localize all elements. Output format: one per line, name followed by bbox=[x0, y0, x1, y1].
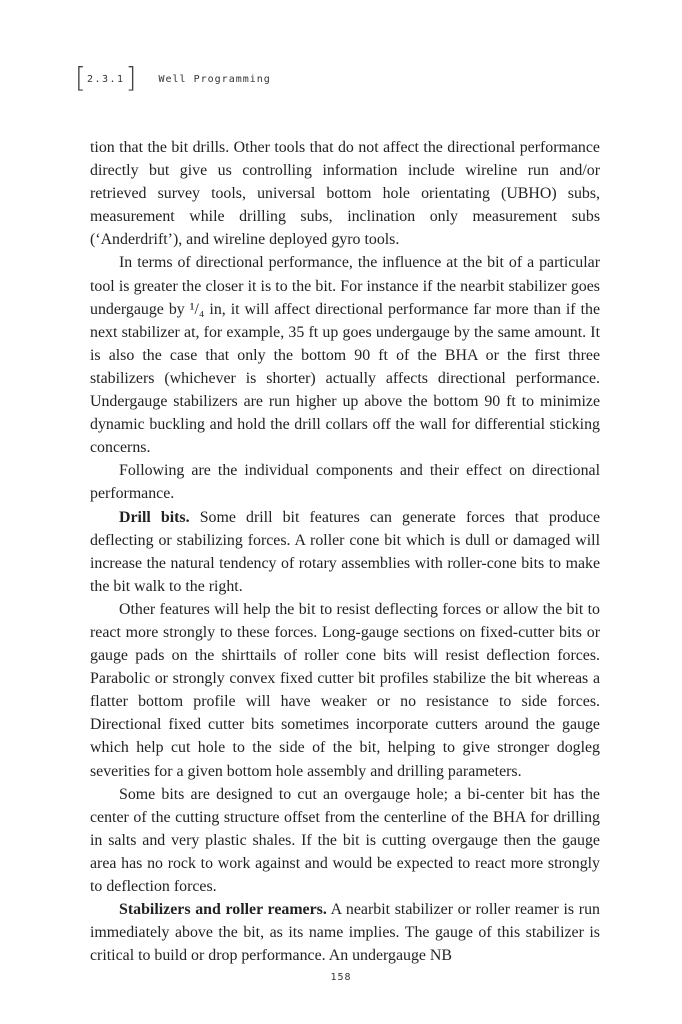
runin-heading-drill-bits: Drill bits. bbox=[119, 508, 190, 526]
paragraph-text: Some drill bit features can generate forces that produce deflecting or stabilizing forces. A roller cone bit which is dull or damaged will increase the natural tendency of rotary assemblies with roller-cone bits to make the bit walk to the right. bbox=[90, 508, 600, 595]
paragraph-text: tion that the bit drills. Other tools that do not affect the directional performance directly but give us controlling information include wireline run and/or retrieved survey tools, universal bottom hole orientating (UBHO) subs, measurement while drilling subs, inclination only measurement subs (‘Anderdrift’), and wireline deployed gyro tools. bbox=[90, 139, 600, 249]
left-bracket-glyph: [ bbox=[75, 61, 86, 94]
paragraph-text: Other features will help the bit to resist deflecting forces or allow the bit to react more strongly to these forces. Long-gauge sections on fixed-cutter bits or gauge pads on the shirttails of roller cone bits will resist deflection forces. Parabolic or strongly convex fixed cutter bit profiles stabilize the bit whereas a flatter bottom profile will have weaker or no resistance to side forces. Directional fixed cutter bits sometimes incorporate cutters around the gauge which help cut hole to the side of the bit, helping to give stronger dogleg severities for a given bottom hole assembly and drilling parameters. bbox=[90, 600, 600, 780]
paragraph-2 bbox=[90, 251, 600, 459]
paragraph-text: Following are the individual components and their effect on directional performance. bbox=[90, 462, 600, 503]
paragraph-4 bbox=[90, 506, 600, 598]
paragraph-3 bbox=[90, 459, 600, 505]
paragraph-text: Some bits are designed to cut an overgauge hole; a bi-center bit has the center of the cutting structure offset from the centerline of the BHA for drilling in salts and very plastic shales. If the bit is cutting overgauge then the gauge area has no rock to work against and would be expected to react more strongly to deflection forces. bbox=[90, 785, 600, 895]
running-head-title: Well Programming bbox=[158, 73, 271, 85]
paragraph-text: A nearbit stabilizer or roller reamer is run immediately above the bit, as its name implies. The gauge of this stabilizer is critical to build or drop performance. An undergauge NB bbox=[90, 901, 600, 965]
paragraph-text: In terms of directional performance, the influence at the bit of a particular tool is greater the closer it is to the bit. For instance if the nearbit stabilizer goes undergauge by ¹/₄ in, it will affect directional performance far more than if the next stabilizer at, for example, 35 ft up goes undergauge by the same amount. It is also the case that only the bottom 90 ft of the BHA or the first three stabilizers (whichever is shorter) actually affects directional performance. Undergauge stabilizers are run higher up above the bottom 90 ft to minimize dynamic buckling and hold the drill collars off the wall for differential sticking concerns. bbox=[90, 254, 600, 457]
section-number: 2.3.1 bbox=[86, 73, 125, 85]
page-number: 158 bbox=[330, 972, 352, 983]
runin-heading-stabilizers: Stabilizers and roller reamers. bbox=[119, 901, 327, 919]
body-text bbox=[90, 136, 600, 967]
paragraph-1 bbox=[90, 136, 600, 251]
paragraph-5 bbox=[90, 598, 600, 783]
running-head bbox=[75, 63, 271, 95]
right-bracket-glyph: ] bbox=[125, 61, 137, 94]
paragraph-6 bbox=[90, 783, 600, 898]
paragraph-7 bbox=[90, 898, 600, 967]
